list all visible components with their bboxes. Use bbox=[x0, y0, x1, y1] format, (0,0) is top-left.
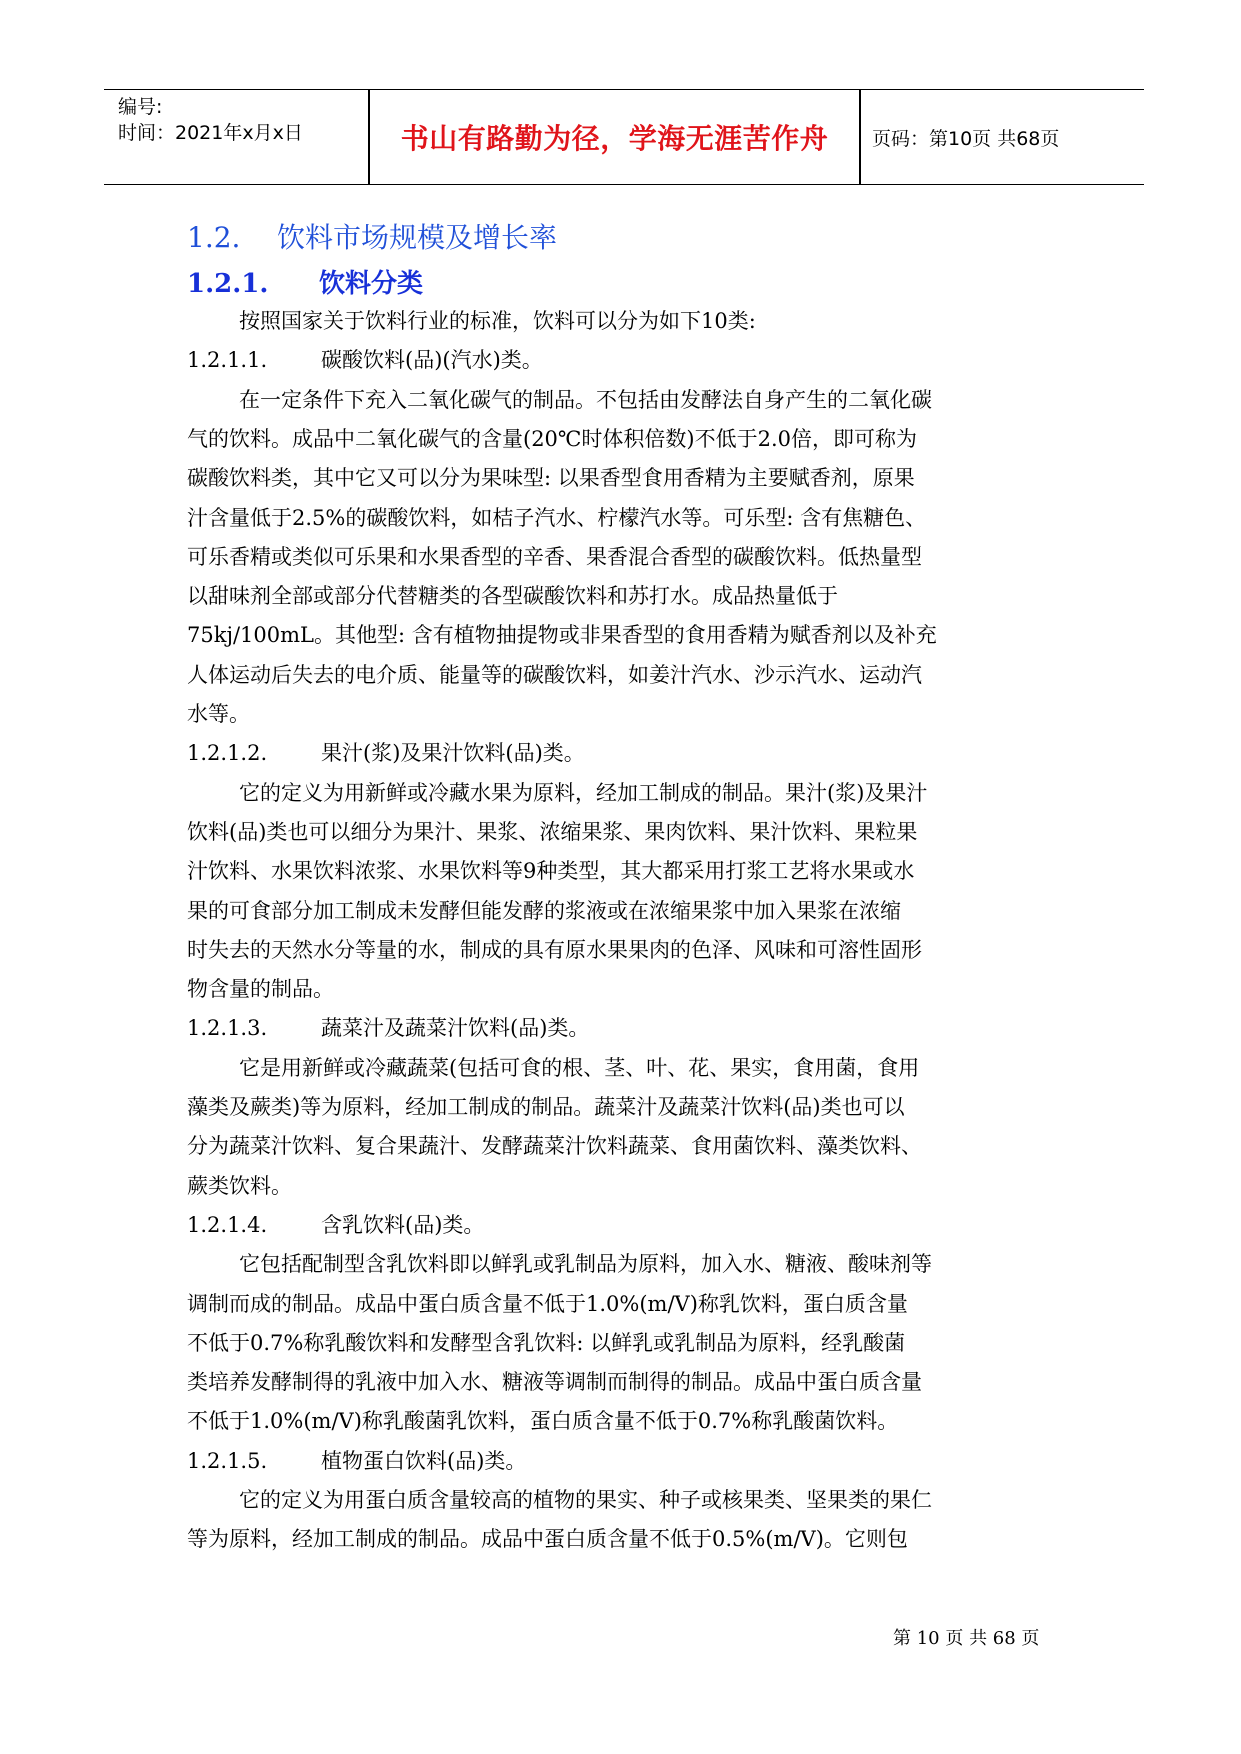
subsection-number: 1.2.1. bbox=[187, 269, 269, 299]
section-number: 1.2. bbox=[187, 221, 241, 254]
subsection-heading bbox=[187, 263, 423, 300]
paragraph-line: 不低于0.7%称乳酸饮料和发酵型含乳饮料: 以鲜乳或乳制品为原料，经乳酸菌 bbox=[187, 1330, 906, 1355]
paragraph-line: 它的定义为用新鲜或冷藏水果为原料，经加工制成的制品。果汁(浆)及果汁 bbox=[239, 780, 928, 805]
paragraph-line: 75kj/100mL。其他型: 含有植物抽提物或非果香型的食用香精为赋香剂以及补充 bbox=[187, 623, 937, 648]
subsubsection-title: 蔬菜汁及蔬菜汁饮料(品)类。 bbox=[321, 1016, 590, 1041]
paragraph-line: 分为蔬菜汁饮料、复合果蔬汁、发酵蔬菜汁饮料蔬菜、食用菌饮料、藻类饮料、 bbox=[187, 1134, 922, 1159]
paragraph-line: 汁含量低于2.5%的碳酸饮料，如桔子汽水、柠檬汽水等。可乐型: 含有焦糖色、 bbox=[187, 505, 927, 530]
paragraph-line: 可乐香精或类似可乐果和水果香型的辛香、果香混合香型的碳酸饮料。低热量型 bbox=[187, 544, 922, 569]
paragraph-line: 它包括配制型含乳饮料即以鲜乳或乳制品为原料，加入水、糖液、酸味剂等 bbox=[239, 1252, 932, 1277]
paragraph-line: 人体运动后失去的电介质、能量等的碳酸饮料，如姜汁汽水、沙示汽水、运动汽 bbox=[187, 662, 922, 687]
header-number-label: 编号: bbox=[118, 96, 163, 118]
paragraph-line: 调制而成的制品。成品中蛋白质含量不低于1.0%(m/V)称乳饮料，蛋白质含量 bbox=[187, 1291, 908, 1316]
header-page-info: 页码：第10页 共68页 bbox=[872, 127, 1060, 150]
subsubsection-number: 1.2.1.1. bbox=[187, 348, 268, 373]
paragraph-line: 藻类及蕨类)等为原料，经加工制成的制品。蔬菜汁及蔬菜汁饮料(品)类也可以 bbox=[187, 1095, 905, 1119]
paragraph-line: 饮料(品)类也可以细分为果汁、果浆、浓缩果浆、果肉饮料、果汁饮料、果粒果 bbox=[187, 819, 918, 844]
subsubsection-title: 碳酸饮料(品)(汽水)类。 bbox=[321, 348, 543, 373]
subsubsection-number: 1.2.1.4. bbox=[187, 1212, 268, 1237]
page-footer: 第 10 页 共 68 页 bbox=[893, 1628, 1040, 1649]
subsubsection-title: 植物蛋白饮料(品)类。 bbox=[321, 1448, 527, 1473]
page-header bbox=[104, 89, 1144, 185]
paragraph-line: 它是用新鲜或冷藏蔬菜(包括可食的根、茎、叶、花、果实，食用菌，食用 bbox=[239, 1055, 920, 1080]
paragraph-line: 它的定义为用蛋白质含量较高的植物的果实、种子或核果类、坚果类的果仁 bbox=[239, 1488, 932, 1512]
subsubsection-title: 含乳饮料(品)类。 bbox=[321, 1212, 485, 1237]
paragraph-line: 以甜味剂全部或部分代替糖类的各型碳酸饮料和苏打水。成品热量低于 bbox=[187, 584, 838, 609]
subsection-title: 饮料分类 bbox=[319, 269, 424, 299]
section-heading bbox=[187, 216, 557, 256]
paragraph-line: 等为原料，经加工制成的制品。成品中蛋白质含量不低于0.5%(m/V)。它则包 bbox=[187, 1527, 908, 1552]
header-meta bbox=[118, 90, 368, 184]
subsubsection-title: 果汁(浆)及果汁饮料(品)类。 bbox=[321, 741, 585, 766]
subsubsection-number: 1.2.1.2. bbox=[187, 741, 268, 766]
subsubsection-heading bbox=[187, 1208, 484, 1243]
paragraph-line: 在一定条件下充入二氧化碳气的制品。不包括由发酵法自身产生的二氧化碳 bbox=[239, 387, 932, 412]
paragraph-line: 碳酸饮料类，其中它又可以分为果味型: 以果香型食用香精为主要赋香剂，原果 bbox=[187, 466, 915, 491]
paragraph-line: 果的可食部分加工制成未发酵但能发酵的浆液或在浓缩果浆中加入果浆在浓缩 bbox=[187, 898, 901, 923]
header-divider-right bbox=[859, 90, 861, 184]
subsubsection-number: 1.2.1.3. bbox=[187, 1016, 268, 1041]
paragraph-line: 汁饮料、水果饮料浓浆、水果饮料等9种类型，其大都采用打浆工艺将水果或水 bbox=[187, 859, 915, 884]
subsubsection-heading bbox=[187, 1011, 589, 1046]
section-title: 饮料市场规模及增长率 bbox=[277, 221, 558, 254]
subsubsection-heading bbox=[187, 343, 543, 378]
paragraph-line: 类培养发酵制得的乳液中加入水、糖液等调制而制得的制品。成品中蛋白质含量 bbox=[187, 1370, 922, 1395]
header-motto: 书山有路勤为径，学海无涯苦作舟 bbox=[400, 122, 829, 155]
paragraph-line: 按照国家关于饮料行业的标准，饮料可以分为如下10类: bbox=[239, 309, 756, 333]
header-time-label: 时间：2021年x月x日 bbox=[118, 122, 303, 144]
paragraph-line: 物含量的制品。 bbox=[187, 977, 334, 1002]
subsubsection-heading bbox=[187, 736, 585, 771]
paragraph-line: 蕨类饮料。 bbox=[187, 1173, 292, 1198]
paragraph-line: 不低于1.0%(m/V)称乳酸菌乳饮料，蛋白质含量不低于0.7%称乳酸菌饮料。 bbox=[187, 1409, 899, 1434]
paragraph-line: 时失去的天然水分等量的水，制成的具有原水果果肉的色泽、风味和可溶性固形 bbox=[187, 937, 922, 962]
subsubsection-number: 1.2.1.5. bbox=[187, 1448, 268, 1473]
paragraph-line: 气的饮料。成品中二氧化碳气的含量(20℃时体积倍数)不低于2.0倍，即可称为 bbox=[187, 426, 917, 451]
subsubsection-heading bbox=[187, 1444, 526, 1479]
paragraph-line: 水等。 bbox=[187, 702, 250, 726]
